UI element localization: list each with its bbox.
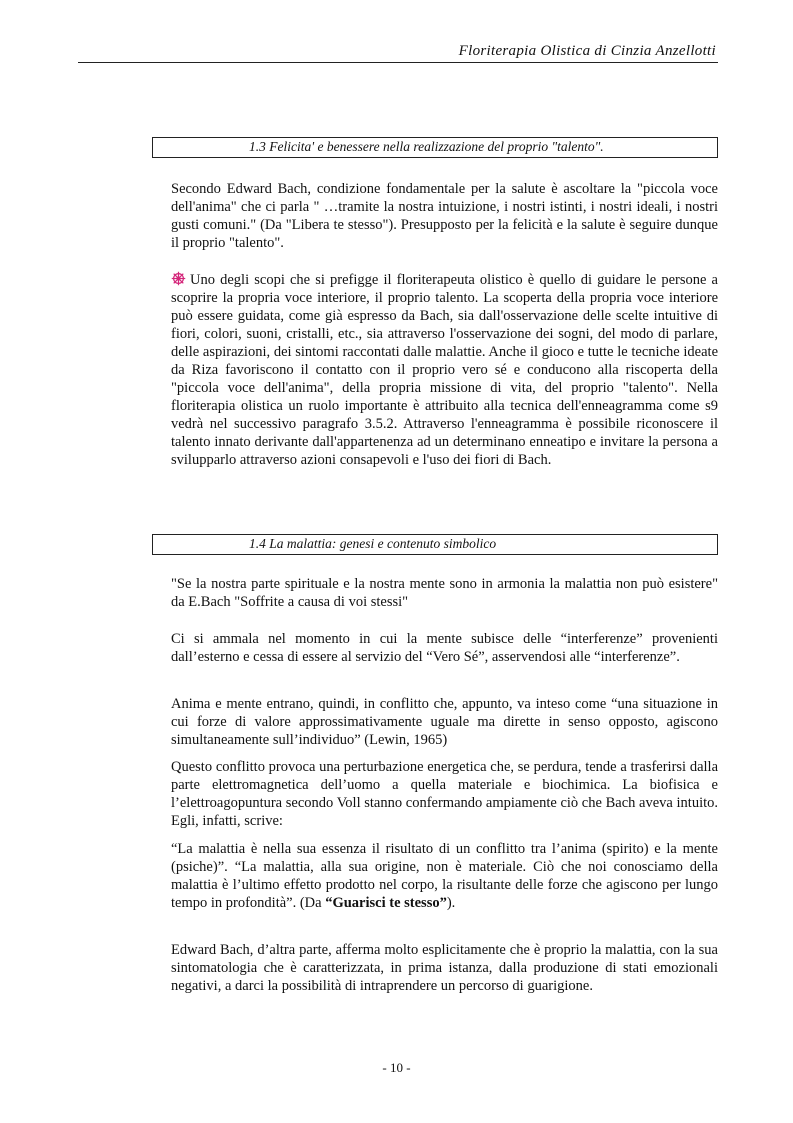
quote-text: “La malattia è nella sua essenza il risultato di un conflitto tra l’anima (spirito) e la mente (psiche)”. “La malattia, alla sua origine, non è materiale. Ciò che noi conosciamo della malattia è l’ultimo effetto prodotto nel corpo, la risultante delle forze che agiscono per lungo tempo in profondità”. (Da bbox=[171, 841, 718, 911]
header-title: Floriterapia Olistica di Cinzia Anzellotti bbox=[458, 43, 716, 59]
page-number: - 10 - bbox=[382, 1060, 411, 1075]
section-heading-1-4 bbox=[152, 534, 718, 555]
paragraph-conflitto: Anima e mente entrano, quindi, in conflitto che, appunto, va inteso come “una situazione in cui forze di valore approssimativamente uguale ma dirette in senso opposto, agiscono simultaneamente sull’individuo” (Lewin, 1965) bbox=[171, 696, 718, 748]
section-heading-1-3 bbox=[152, 137, 718, 158]
book-title: “Guarisci te stesso” bbox=[325, 895, 447, 911]
paragraph-perturbazione: Questo conflitto provoca una perturbazione energetica che, se perdura, tende a trasferirsi dalla parte elettromagnetica dell’uomo a quella materiale e biochimica. La biofisica e l’elettroagopuntura secondo Voll stanno confermando ampiamente ciò che Bach aveva intuito. Egli, infatti, scrive: bbox=[171, 759, 718, 829]
section-heading-text: 1.3 Felicita' e benessere nella realizzazione del proprio "talento". bbox=[249, 139, 604, 154]
page-header bbox=[78, 44, 718, 63]
paragraph-text: Uno degli scopi che si prefigge il floriterapeuta olistico è quello di guidare le persone a scoprire la propria voce interiore, il proprio talento. La scoperta della propria voce interiore può essere guidata, come già espresso da Bach, sia dall'osservazione delle scelte intuitive di fiori, colori, suoni, cristalli, etc., sia attraverso l'osservazione dei sogni, del modo di parlare, delle aspirazioni, dei sintomi raccontati dalle malattie. Anche il gioco e tutte le tecniche ideate da Riza favoriscono il contatto con il proprio vero sé e conducono alla riscoperta della "piccola voce dell'anima", della propria missione di vita, del proprio "talento". Nella floriterapia olistica un ruolo importante è attribuito alla tecnica dell'enneagramma come s9 vedrà nel successivo paragrafo 3.5.2. Attraverso l'enneagramma è possibile riconoscere il talento innato derivante dall'appartenenza ad un determinano enneatipo e invitare la persona a svilupparlo attraverso azioni consapevoli e l'uso dei fiori di Bach. bbox=[171, 272, 718, 468]
paragraph-floriterapeuta bbox=[171, 271, 718, 469]
paragraph-bach-intro: Secondo Edward Bach, condizione fondamentale per la salute è ascoltare la "piccola voce dell'anima" che ci parla " …tramite la nostra intuizione, i nostri istinti, i nostri ideali, i nostri gusti comuni." (Da "Libera te stesso"). Presupposto per la felicità e la salute è seguire dunque il proprio "talento". bbox=[171, 181, 718, 251]
quote-tail: ). bbox=[446, 895, 456, 911]
paragraph-guarigione: Edward Bach, d’altra parte, afferma molto esplicitamente che è proprio la malattia, con la sua sintomatologia che è caratterizzata, in prima istanza, dalla produzione di stati emozionali negativi, a darci la possibilità di intraprendere un percorso di guarigione. bbox=[171, 942, 718, 994]
paragraph-interferenze: Ci si ammala nel momento in cui la mente subisce delle “interferenze” provenienti dall’esterno e cessa di essere al servizio del “Vero Sé”, asservendosi alle “interferenze”. bbox=[171, 631, 718, 665]
section-heading-text: 1.4 La malattia: genesi e contenuto simbolico bbox=[249, 536, 497, 551]
flower-icon bbox=[171, 271, 186, 286]
paragraph-malattia-quote bbox=[171, 840, 718, 912]
paragraph-bach-quote: "Se la nostra parte spirituale e la nostra mente sono in armonia la malattia non può esistere" da E.Bach "Soffrite a causa di voi stessi" bbox=[171, 576, 718, 610]
